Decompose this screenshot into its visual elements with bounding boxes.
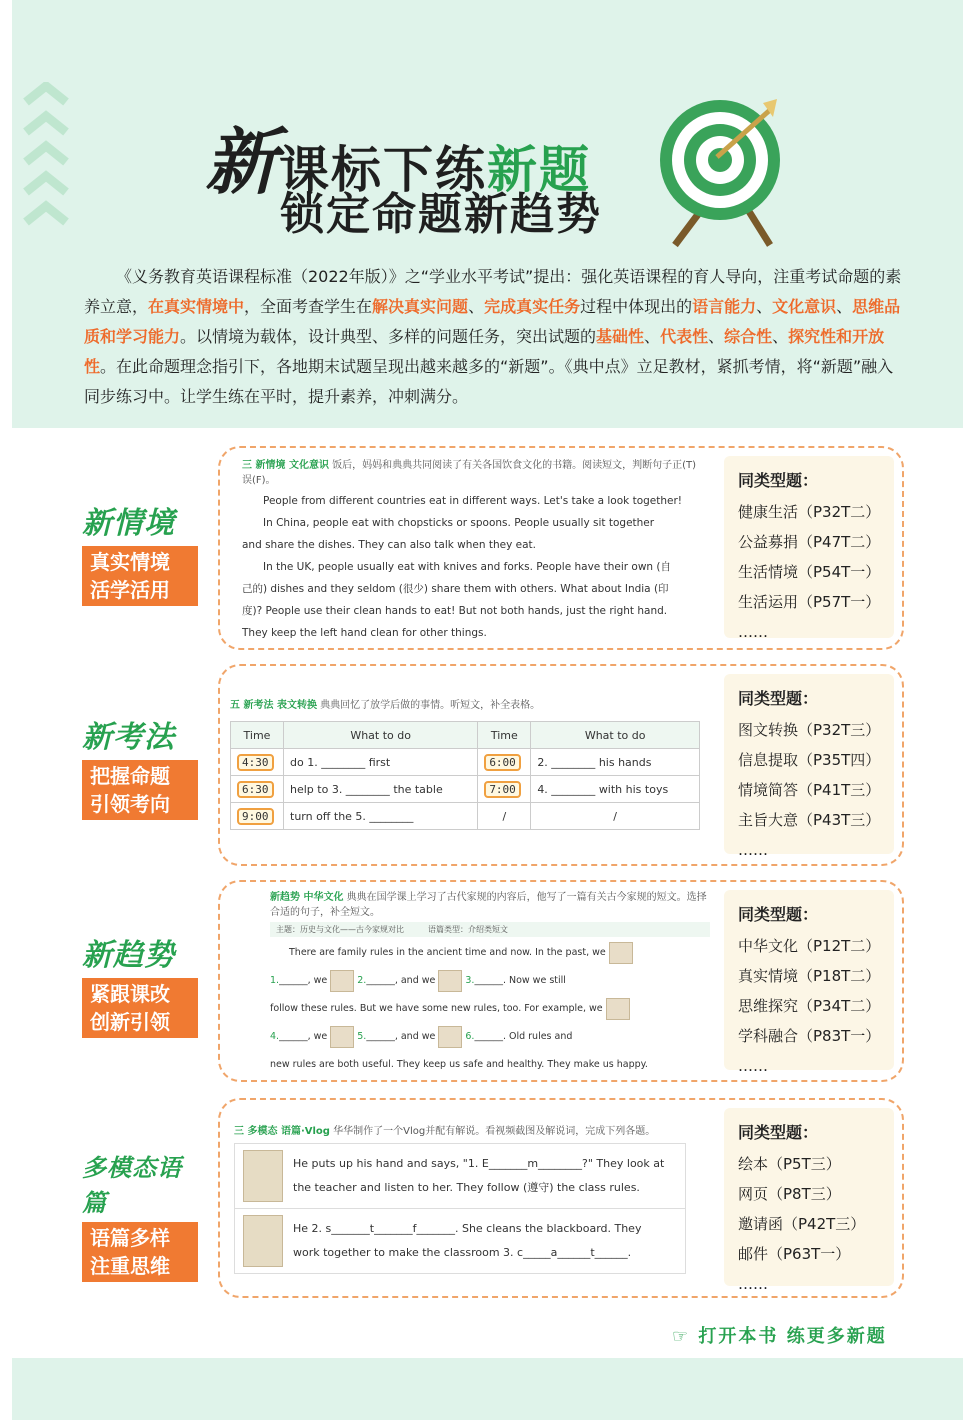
question-header: 新趋势 中华文化 典典在国学课上学习了古代家规的内容后，他写了一篇有关古今家规的短文。选择合适的句子，补全短文。 [270,892,707,918]
schedule-table: Time What to do Time What to do 4:30 do 1. ________ first 6:00 2. ________ his hands 6:30 help to 3. ________ the table 7:00 4. ________ with his toys 9:00 turn off the 5. ________ / / [230,721,700,830]
footer-slogan: ☞ 打开本书 练更多新题 [672,1326,887,1347]
table-row: 9:00 turn off the 5. ________ / / [231,803,700,830]
vlog-screenshot-icon [243,1215,283,1267]
question-1: 三 新情境 文化意识 饭后，妈妈和典典共同阅读了有关各国饮食文化的书籍。阅读短文，判断句子正(T)误(F)。 People from different countries eat in different ways. Let's take a look together! In China, people eat with chopsticks or spoons. People usually sit together and share the dishes. They can also talk when they eat. In the UK, people usually eat with knives and forks. People have their own (自 己的) dishes and they seldom (很少) share them with others. What about India (印 度)? People use their clean hands to eat! But not both hands, just the right hand. They keep the left hand clean for other things. [242,456,702,644]
section-label-4: 多模态语篇 语篇多样 注重思维 [82,1148,202,1282]
vlog-screenshot-icon [243,1150,283,1202]
question-header: 三 新情境 文化意识 饭后，妈妈和典典共同阅读了有关各国饮食文化的书籍。阅读短文，判断句子正(T)误(F)。 [242,460,697,486]
section-tag-2: 把握命题 引领考向 [82,760,198,820]
title-line-2: 锁定命题新趋势 [280,189,602,240]
similar-list-1: 同类型题： 健康生活（P32T二） 公益募捐（P47T二） 生活情境（P54T一） 生活运用（P57T一） …… [724,456,894,638]
section-card-3 [218,880,904,1082]
section-tag-1: 真实情境 活学活用 [82,546,198,606]
target-dart-icon [645,95,795,255]
question-2 [230,696,710,830]
picture-icon [438,970,462,992]
question-4: 三 多模态 语篇·Vlog 华华制作了一个Vlog并配有解说。看视频截图及解说词，完成下列各题。 He puts up his hand and says, "1. E_______m________?" They look at the teacher and listen to her. They follow (遵守) the class rules. He 2. s_______t_______f_______. She cleans the blackboard. They work together to make the classroom 3. c_____a______t______. [234,1122,714,1274]
section-card-1 [218,446,904,650]
picture-icon [330,1026,354,1048]
picture-icon [438,1026,462,1048]
picture-icon [606,998,630,1020]
question-header: 五 新考法 表文转换 典典回忆了放学后做的事情。听短文，补全表格。 [230,700,541,711]
question-header: 三 多模态 语篇·Vlog 华华制作了一个Vlog并配有解说。看视频截图及解说词，完成下列各题。 [234,1126,656,1137]
picture-icon [330,970,354,992]
section-label-3: 新趋势 紧跟课改 创新引领 [82,930,202,1038]
intro-paragraph: 《义务教育英语课程标准（2022年版）》之“学业水平考试”提出：强化英语课程的育人导向，注重考试命题的素养立意，在真实情境中，全面考查学生在解决真实问题、完成真实任务过程中体现出的语言能力、文化意识、思维品质和学习能力。以情境为载体，设计典型、多样的问题任务，突出试题的基础性、代表性、综合性、探究性和开放性。在此命题理念指引下，各地期末试题呈现出越来越多的“新题”。《典中点》立足教材，紧抓考情，将“新题”融入同步练习中。让学生练在平时，提升素养，冲刺满分。 [84,267,902,406]
section-card-2 [218,664,904,866]
section-label-1: 新情境 真实情境 活学活用 [82,498,202,606]
section-tag-4: 语篇多样 注重思维 [82,1222,198,1282]
section-label-2: 新考法 把握命题 引领考向 [82,712,202,820]
similar-list-3: 同类型题： 中华文化（P12T二） 真实情境（P18T二） 思维探究（P34T二） 学科融合（P83T一） …… [724,890,894,1070]
question-3: 新趋势 中华文化 典典在国学课上学习了古代家规的内容后，他写了一篇有关古今家规的短文。选择合适的句子，补全短文。 主题：历史与文化——古今家规对比 语篇类型：介绍类短文 There are family rules in the ancient time and now. In the past, we 1.______, we 2.______, and we 3.______. Now we still follow these rules. But we have some new rules, too. For example, we 4.______, we 5.______, and we 6.______. Old rules and new rules are both useful. They keep us safe and healthy. They make us happy. [270,888,710,1079]
title-line-1: 新课标下练新题 [205,120,592,204]
bottom-band [12,1358,963,1420]
table-row: 4:30 do 1. ________ first 6:00 2. ________ his hands [231,749,700,776]
table-row: 6:30 help to 3. ________ the table 7:00 4. ________ with his toys [231,776,700,803]
hand-point-icon: ☞ [672,1326,691,1347]
similar-list-4: 同类型题： 绘本（P5T三） 网页（P8T三） 邀请函（P42T三） 邮件（P63T一） …… [724,1108,894,1286]
picture-icon [609,942,633,964]
similar-list-2: 同类型题： 图文转换（P32T三） 信息提取（P35T四） 情境简答（P41T三） 主旨大意（P43T三） …… [724,674,894,854]
section-tag-3: 紧跟课改 创新引领 [82,978,198,1038]
chevron-decoration-icon [22,82,70,252]
section-card-4 [218,1098,904,1298]
